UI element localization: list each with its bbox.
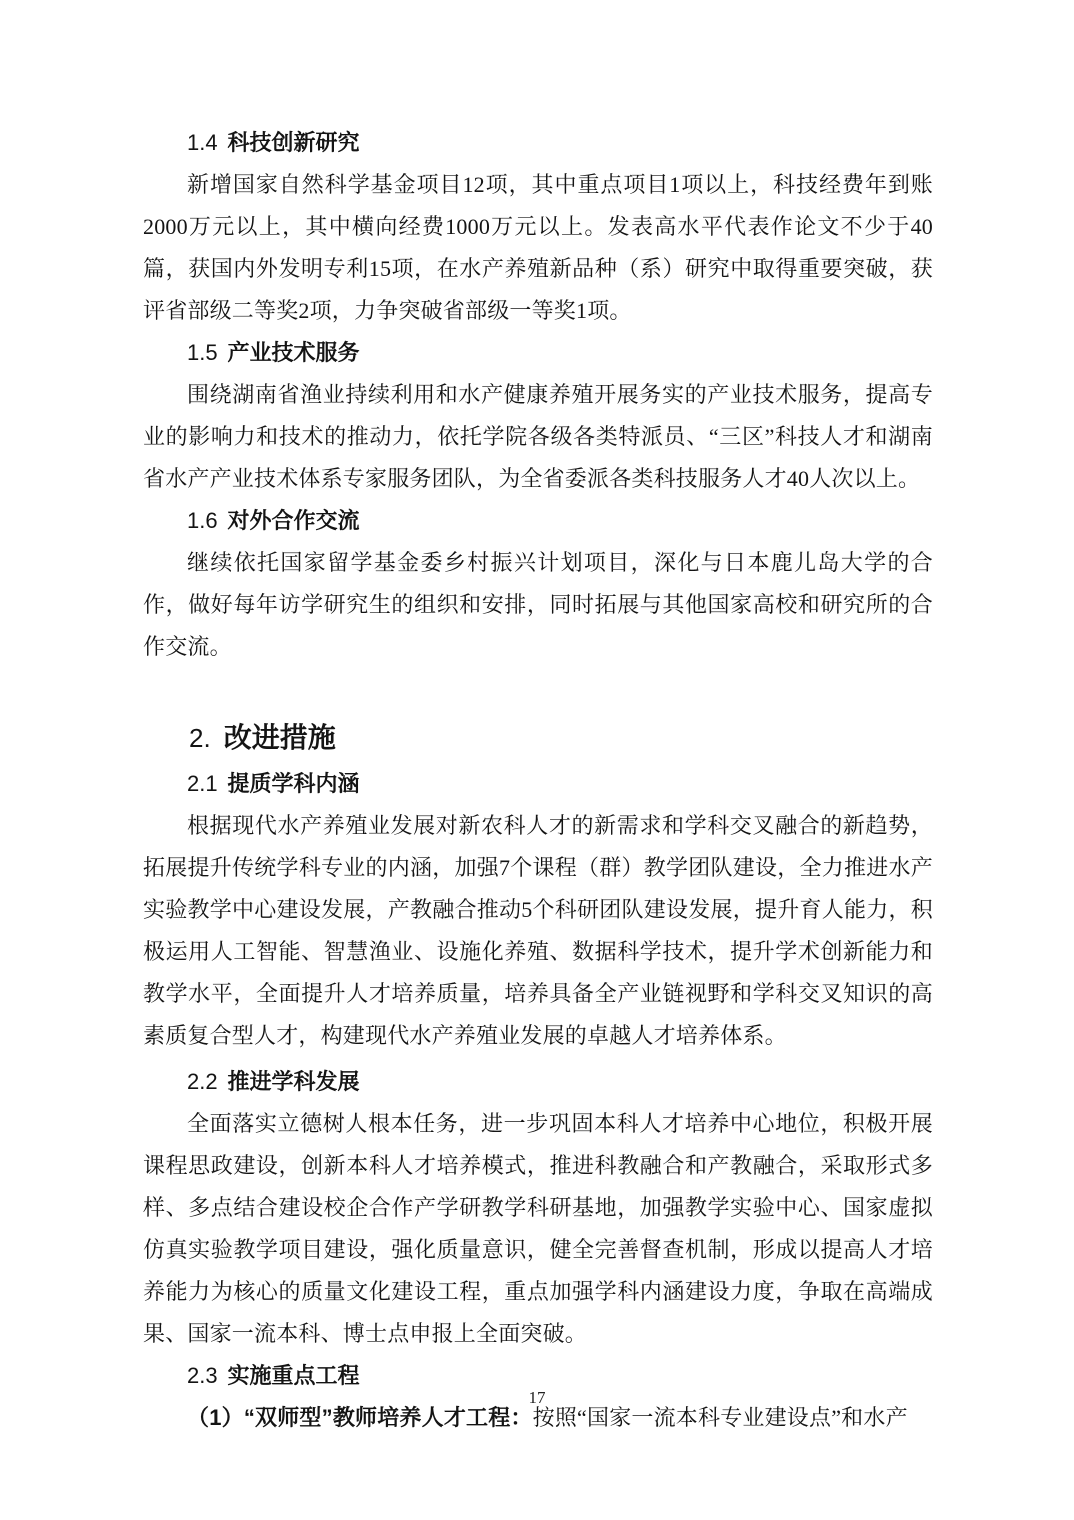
heading-number: 2. xyxy=(189,723,211,753)
section-heading-1-5 xyxy=(143,332,933,374)
heading-number: 1.5 xyxy=(187,340,218,365)
heading-title: 实施重点工程 xyxy=(227,1363,360,1388)
document-content xyxy=(143,122,933,1439)
paragraph-bold-lead: （1）“双师型”教师培养人才工程： xyxy=(187,1405,533,1430)
section-heading-2 xyxy=(143,715,933,761)
heading-title: 推进学科发展 xyxy=(227,1069,360,1094)
heading-title: 对外合作交流 xyxy=(227,508,360,533)
paragraph-1-5: 围绕湖南省渔业持续利用和水产健康养殖开展务实的产业技术服务，提高专业的影响力和技术的推动力，依托学院各级各类特派员、“三区”科技人才和湖南省水产产业技术体系专家服务团队，为全省委派各类科技服务人才40人次以上。 xyxy=(143,382,933,491)
heading-title: 科技创新研究 xyxy=(227,130,360,155)
paragraph-2-1: 根据现代水产养殖业发展对新农科人才的新需求和学科交叉融合的新趋势，拓展提升传统学科专业的内涵，加强7个课程（群）教学团队建设，全力推进水产实验教学中心建设发展，产教融合推动5个科研团队建设发展，提升育人能力，积极运用人工智能、智慧渔业、设施化养殖、数据科学技术，提升学术创新能力和教学水平，全面提升人才培养质量，培养具备全产业链视野和学科交叉知识的高素质复合型人才，构建现代水产养殖业发展的卓越人才培养体系。 xyxy=(143,813,933,1048)
heading-number: 2.2 xyxy=(187,1069,218,1094)
heading-number: 2.3 xyxy=(187,1363,218,1388)
section-heading-2-1 xyxy=(143,763,933,805)
paragraph-text: 按照“国家一流本科专业建设点”和水产 xyxy=(532,1405,908,1430)
heading-number: 1.6 xyxy=(187,508,218,533)
paragraph-1-6: 继续依托国家留学基金委乡村振兴计划项目，深化与日本鹿儿岛大学的合作，做好每年访学研究生的组织和安排，同时拓展与其他国家高校和研究所的合作交流。 xyxy=(143,550,933,659)
section-heading-1-6 xyxy=(143,500,933,542)
paragraph-1-4: 新增国家自然科学基金项目12项，其中重点项目1项以上，科技经费年到账2000万元以上，其中横向经费1000万元以上。发表高水平代表作论文不少于40篇，获国内外发明专利15项，在水产养殖新品种（系）研究中取得重要突破，获评省部级二等奖2项，力争突破省部级一等奖1项。 xyxy=(143,172,933,323)
heading-title: 提质学科内涵 xyxy=(227,771,360,796)
paragraph-2-2: 全面落实立德树人根本任务，进一步巩固本科人才培养中心地位，积极开展课程思政建设，创新本科人才培养模式，推进科教融合和产教融合，采取形式多样、多点结合建设校企合作产学研教学科研基地，加强教学实验中心、国家虚拟仿真实验教学项目建设，强化质量意识，健全完善督查机制，形成以提高人才培养能力为核心的质量文化建设工程，重点加强学科内涵建设力度，争取在高端成果、国家一流本科、博士点申报上全面突破。 xyxy=(143,1111,933,1346)
page-number: 17 xyxy=(528,1388,546,1407)
heading-title: 改进措施 xyxy=(223,722,336,753)
heading-number: 1.4 xyxy=(187,130,218,155)
heading-number: 2.1 xyxy=(187,771,218,796)
section-heading-1-4 xyxy=(143,122,933,164)
heading-title: 产业技术服务 xyxy=(227,340,360,365)
section-heading-2-2 xyxy=(143,1061,933,1103)
